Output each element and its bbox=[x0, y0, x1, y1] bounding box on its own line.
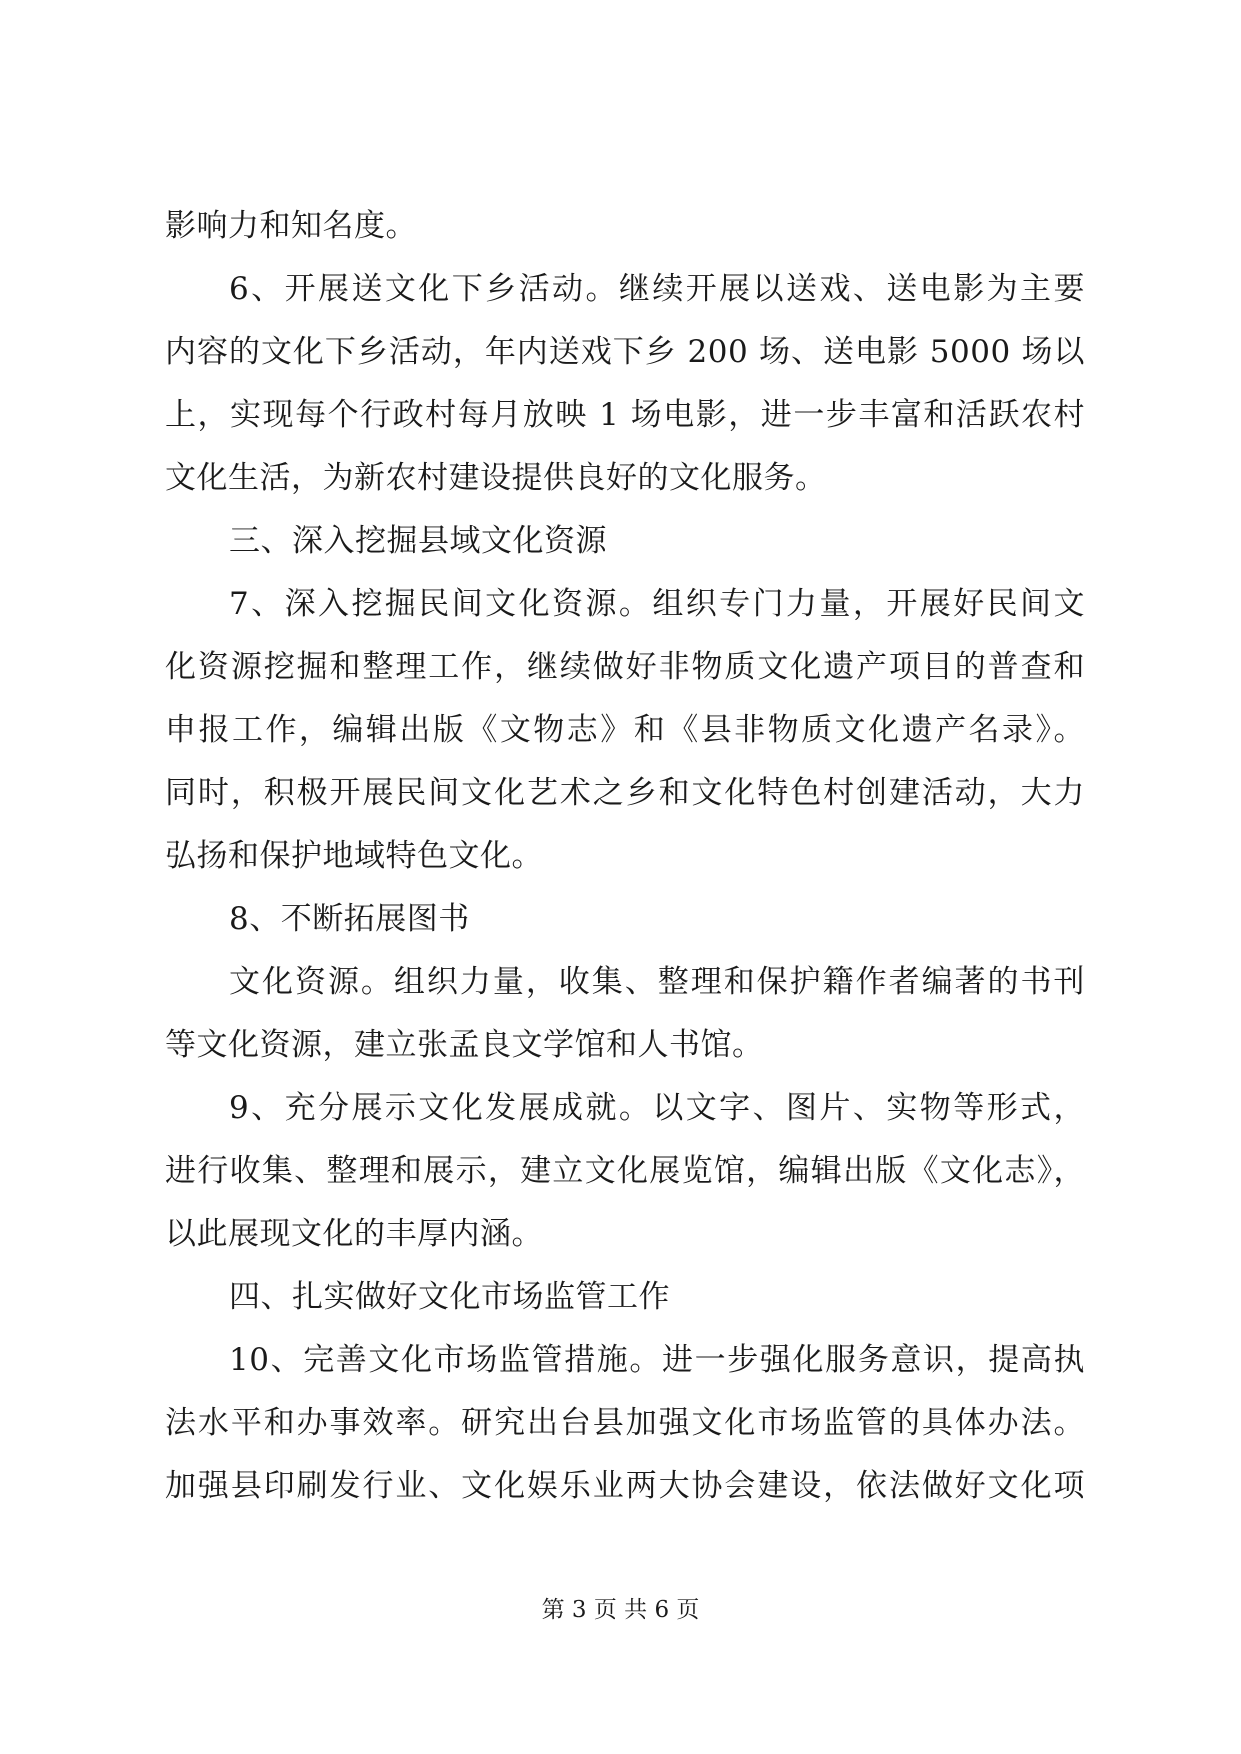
text-line: 进行收集、整理和展示，建立文化展览馆，编辑出版《文化志》， bbox=[165, 1153, 1085, 1189]
text-line: 上，实现每个行政村每月放映 1 场电影，进一步丰富和活跃农村 bbox=[165, 397, 1085, 433]
text-line: 加强县印刷发行业、文化娱乐业两大协会建设，依法做好文化项 bbox=[165, 1468, 1085, 1504]
text-line: 弘扬和保护地域特色文化。 bbox=[165, 838, 543, 874]
text-line: 申报工作，编辑出版《文物志》和《县非物质文化遗产名录》。 bbox=[165, 712, 1085, 748]
body-text bbox=[165, 195, 1085, 1518]
text-line: 等文化资源，建立张孟良文学馆和人书馆。 bbox=[165, 1027, 764, 1063]
text-line: 影响力和知名度。 bbox=[165, 208, 417, 244]
text-line: 化资源挖掘和整理工作，继续做好非物质文化遗产项目的普查和 bbox=[165, 649, 1085, 685]
text-line: 内容的文化下乡活动，年内送戏下乡 200 场、送电影 5000 场以 bbox=[165, 334, 1085, 370]
text-line: 文化资源。组织力量，收集、整理和保护籍作者编著的书刊 bbox=[229, 964, 1085, 1000]
section-heading: 三、深入挖掘县域文化资源 bbox=[229, 523, 607, 559]
text-line: 6、开展送文化下乡活动。继续开展以送戏、送电影为主要 bbox=[229, 271, 1085, 307]
text-line: 以此展现文化的丰厚内涵。 bbox=[165, 1216, 543, 1252]
text-line: 同时，积极开展民间文化艺术之乡和文化特色村创建活动，大力 bbox=[165, 775, 1085, 811]
text-line: 9、充分展示文化发展成就。以文字、图片、实物等形式， bbox=[229, 1090, 1085, 1126]
text-line: 8、不断拓展图书 bbox=[229, 901, 470, 937]
text-line: 法水平和办事效率。研究出台县加强文化市场监管的具体办法。 bbox=[165, 1405, 1085, 1441]
text-line: 10、完善文化市场监管措施。进一步强化服务意识，提高执 bbox=[229, 1342, 1085, 1378]
text-line: 文化生活，为新农村建设提供良好的文化服务。 bbox=[165, 460, 827, 496]
page-number: 第 3 页 共 6 页 bbox=[541, 1597, 700, 1623]
section-heading: 四、扎实做好文化市场监管工作 bbox=[229, 1279, 670, 1315]
text-line: 7、深入挖掘民间文化资源。组织专门力量，开展好民间文 bbox=[229, 586, 1085, 622]
